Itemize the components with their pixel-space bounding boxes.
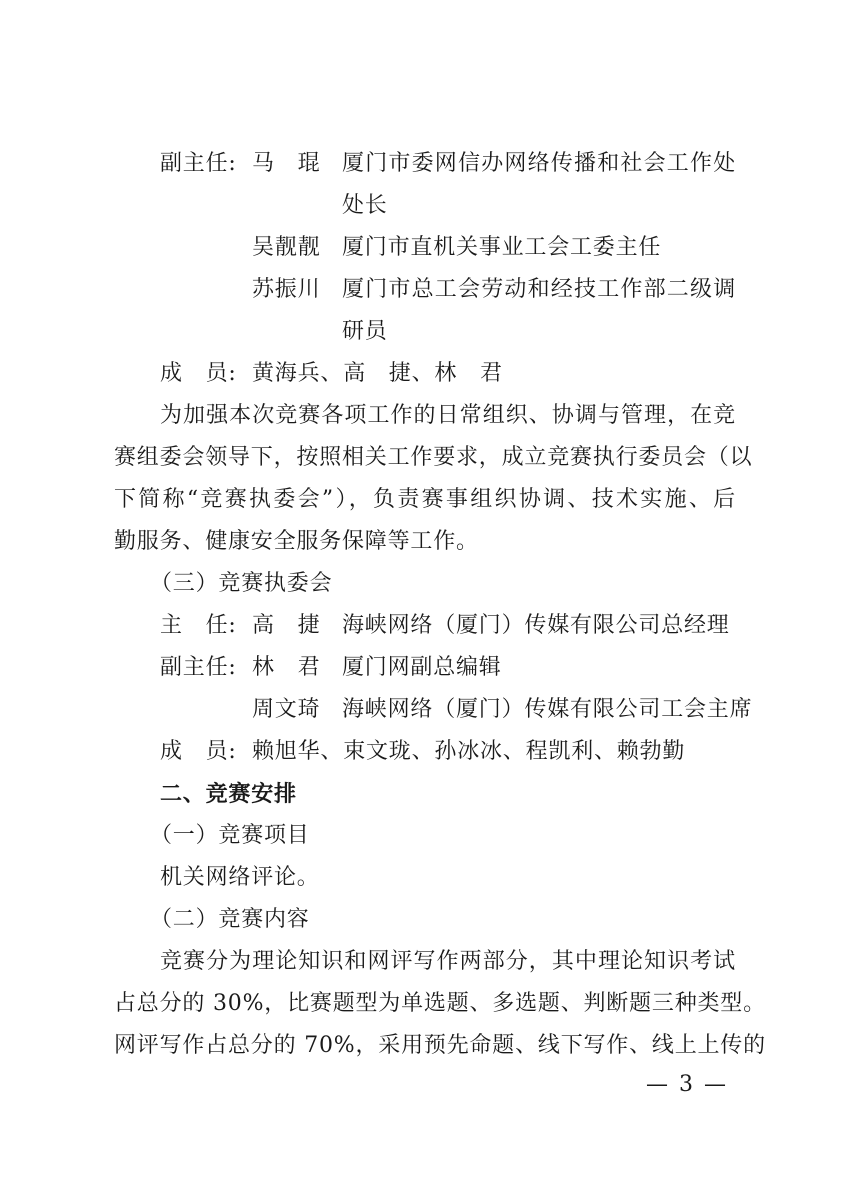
deputy-title: 厦门网副总编辑 [342, 655, 502, 680]
member-title-continued: 处长 [342, 193, 388, 218]
paragraph-line: 网评写作占总分的 70%，采用预先命题、线下写作、线上上传的 [114, 1033, 766, 1058]
member-label: 成 员: [160, 739, 237, 764]
deputy-director-label: 副主任: [160, 151, 237, 176]
member-name: 马 琨 [252, 151, 321, 176]
deputy-name: 林 君 [252, 655, 321, 680]
director-name: 高 捷 [252, 613, 321, 638]
director-title: 海峡网络（厦门）传媒有限公司总经理 [342, 613, 730, 638]
paragraph-line: 勤服务、健康安全服务保障等工作。 [114, 529, 479, 554]
deputy-label: 副主任: [160, 655, 237, 680]
paragraph-line: 为加强本次竞赛各项工作的日常组织、协调与管理，在竞 [160, 403, 736, 428]
subsection-heading: （一）竞赛项目 [150, 823, 310, 848]
paragraph-line: 下简称“竞赛执委会”），负责赛事组织协调、技术实施、后 [114, 487, 736, 512]
member-list: 黄海兵、高 捷、林 君 [252, 361, 503, 386]
subsection-text: 机关网络评论。 [160, 865, 320, 890]
page-number: — 3 — [646, 1072, 728, 1097]
member-list: 赖旭华、束文珑、孙冰冰、程凯利、赖勃勤 [252, 739, 686, 764]
member-name: 吴靓靓 [252, 235, 321, 260]
section-two-heading: 二、竞赛安排 [160, 781, 297, 807]
subsection-heading: （二）竞赛内容 [150, 907, 310, 932]
member-title-continued: 研员 [342, 319, 388, 344]
section-heading: （三）竞赛执委会 [150, 571, 333, 596]
member-name: 苏振川 [252, 277, 321, 302]
member-title: 厦门市直机关事业工会工委主任 [342, 235, 662, 260]
director-label: 主 任: [160, 613, 237, 638]
deputy-title: 海峡网络（厦门）传媒有限公司工会主席 [342, 697, 753, 722]
member-title: 厦门市委网信办网络传播和社会工作处 [342, 151, 736, 176]
paragraph-line: 竞赛分为理论知识和网评写作两部分，其中理论知识考试 [160, 949, 736, 974]
paragraph-line: 占总分的 30%，比赛题型为单选题、多选题、判断题三种类型。 [114, 991, 766, 1016]
paragraph-line: 赛组委会领导下，按照相关工作要求，成立竞赛执行委员会（以 [114, 445, 753, 470]
member-label: 成 员: [160, 361, 237, 386]
member-title: 厦门市总工会劳动和经技工作部二级调 [342, 277, 736, 302]
deputy-name: 周文琦 [252, 697, 321, 722]
